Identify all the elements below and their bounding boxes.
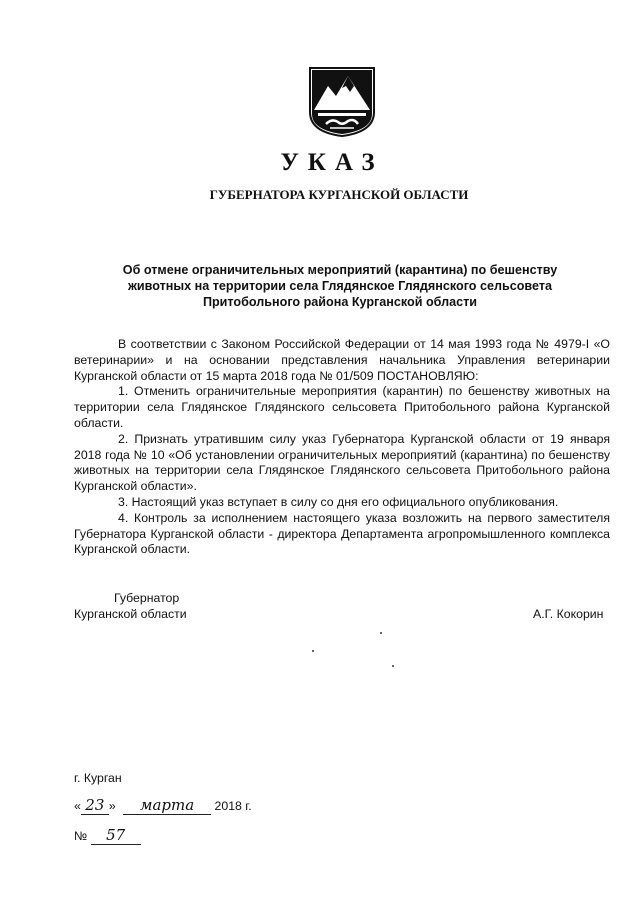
heading-line: Об отмене ограничительных мероприятий (карантина) по бешенству [122,263,558,277]
decree-number [74,826,141,845]
clause-2: 2. Признать утратившим силу указ Губернатора Курганской области от 19 января 2018 года № 10 «Об установлении ограничительных мероприятий (карантина) по бешенству животных на территории села Глядянское Глядянского сельсовета Притобольного района Курганской области». [74,431,610,494]
decree-heading [105,262,575,310]
heading-line: животных на территории села Глядянское Глядянского сельсовета [127,279,553,293]
document-issuer: ГУБЕРНАТОРА КУРГАНСКОЙ ОБЛАСТИ [209,187,469,202]
scan-speck [312,650,314,652]
decree-body [74,337,610,558]
scan-speck [392,665,394,667]
date-month-handwritten: марта [123,796,211,815]
document-title: УКАЗ [280,149,384,176]
date-open-quote: « [74,799,81,813]
clause-3: 3. Настоящий указ вступает в силу со дня его официального опубликования. [118,494,559,509]
clause-1: 1. Отменить ограничительные мероприятия (карантин) по бешенству животных на территории села Глядянское Глядянского сельсовета Притобольного района Курганской области. [74,384,610,430]
signatory-name: А.Г. Кокорин [533,607,604,621]
clause-4: 4. Контроль за исполнением настоящего указа возложить на первого заместителя Губернатора Курганской области - директора Департамента агропромышленного комплекса Курганской области. [74,510,610,557]
number-sign: № [74,829,88,843]
coat-of-arms-emblem [308,66,376,138]
scan-speck [380,632,382,634]
signatory-position-line1: Губернатор [114,591,180,605]
date-close-quote: » [108,799,116,813]
preamble-paragraph: В соответствии с Законом Российской Федерации от 14 мая 1993 года № 4979-I «О ветеринарии» и на основании представления начальника Управления ветеринарии Курганской области от 15 марта 2018 года № 01/509 ПОСТАНОВЛЯЮ: [74,337,610,383]
signatory-position-line2: Курганской области [74,606,187,621]
heading-line: Притобольного района Курганской области [202,295,478,309]
signatory-position [74,591,187,623]
place-of-signing: г. Курган [74,771,122,785]
number-handwritten: 57 [91,826,141,845]
decree-date [74,796,252,815]
date-year: 2018 г. [214,799,252,813]
date-day-handwritten: 23 [81,796,109,815]
